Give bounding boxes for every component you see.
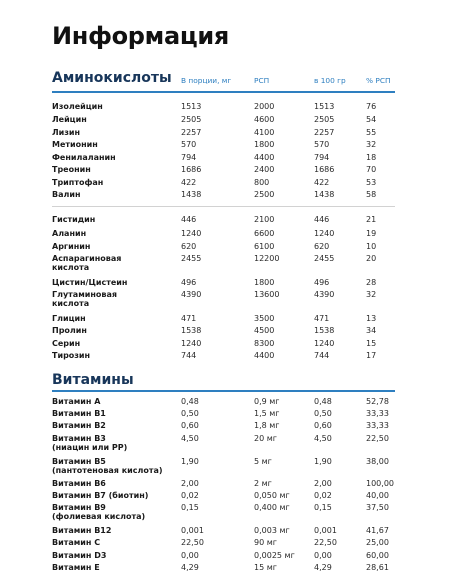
- value-cell: 570: [314, 140, 330, 149]
- value-cell: 6100: [254, 242, 275, 251]
- value-cell: 76: [366, 102, 377, 111]
- row-label-line: Витамин В2: [52, 421, 106, 430]
- row-label: [52, 421, 106, 430]
- value-cell: 4,29: [181, 563, 199, 572]
- value-cell: 0,00: [181, 551, 199, 560]
- row-label: [52, 397, 100, 406]
- row-label-line: Треонин: [52, 165, 91, 174]
- row-label-line: Цистин/Цистеин: [52, 278, 128, 287]
- row-label-line: Гистидин: [52, 215, 96, 224]
- row-label-line: (пантотеновая кислота): [52, 466, 163, 475]
- row-label: [52, 242, 90, 251]
- value-cell: 0,0025 мг: [254, 551, 295, 560]
- row-label: [52, 503, 145, 521]
- value-cell: 800: [254, 178, 270, 187]
- row-label-line: Лейцин: [52, 115, 87, 124]
- value-cell: 1240: [181, 339, 202, 348]
- value-cell: 620: [314, 242, 330, 251]
- amino-section-title: Аминокислоты: [52, 70, 172, 86]
- row-label-line: Метионин: [52, 140, 98, 149]
- row-label-line: Витамин Е: [52, 563, 100, 572]
- value-cell: 4100: [254, 128, 275, 137]
- value-cell: 5 мг: [254, 457, 272, 466]
- value-cell: 794: [181, 153, 197, 162]
- value-cell: 34: [366, 326, 377, 335]
- value-cell: 0,001: [314, 526, 337, 535]
- row-label-line: Фенилаланин: [52, 153, 116, 162]
- value-cell: 20 мг: [254, 434, 277, 443]
- value-cell: 0,050 мг: [254, 491, 290, 500]
- row-label: [52, 165, 91, 174]
- value-cell: 2505: [181, 115, 202, 124]
- value-cell: 744: [314, 351, 330, 360]
- row-label-line: Аланин: [52, 229, 87, 238]
- value-cell: 2100: [254, 215, 275, 224]
- group-divider: [52, 206, 395, 207]
- value-cell: 1,90: [314, 457, 332, 466]
- row-label-line: Витамин В12: [52, 526, 112, 535]
- value-cell: 446: [181, 215, 197, 224]
- row-label: [52, 314, 86, 323]
- value-cell: 2000: [254, 102, 275, 111]
- value-cell: 40,00: [366, 491, 389, 500]
- value-cell: 4,29: [314, 563, 332, 572]
- row-label: [52, 254, 121, 272]
- column-header-portion: В порции, мг: [181, 76, 232, 85]
- row-label: [52, 479, 106, 488]
- value-cell: 1240: [314, 339, 335, 348]
- value-cell: 2500: [254, 190, 275, 199]
- row-label: [52, 538, 100, 547]
- row-label-line: Изолейцин: [52, 102, 103, 111]
- row-label-line: Витамин В9: [52, 503, 106, 512]
- value-cell: 2,00: [314, 479, 332, 488]
- value-cell: 17: [366, 351, 377, 360]
- row-label-line: Аспарагиновая: [52, 254, 122, 263]
- row-label-line: Тирозин: [52, 351, 91, 360]
- value-cell: 422: [314, 178, 330, 187]
- row-label-line: кислота: [52, 299, 90, 308]
- row-label: [52, 491, 148, 500]
- value-cell: 2,00: [181, 479, 199, 488]
- value-cell: 21: [366, 215, 377, 224]
- value-cell: 55: [366, 128, 377, 137]
- row-label-line: Витамин В6: [52, 479, 106, 488]
- value-cell: 4500: [254, 326, 275, 335]
- value-cell: 1,8 мг: [254, 421, 280, 430]
- value-cell: 1438: [181, 190, 202, 199]
- value-cell: 22,50: [366, 434, 389, 443]
- row-label: [52, 278, 127, 287]
- value-cell: 1240: [181, 229, 202, 238]
- value-cell: 0,50: [314, 409, 332, 418]
- value-cell: 1240: [314, 229, 335, 238]
- row-label-line: Лизин: [52, 128, 81, 137]
- value-cell: 58: [366, 190, 377, 199]
- row-label-line: Витамин В7 (биотин): [52, 491, 149, 500]
- value-cell: 620: [181, 242, 197, 251]
- row-label-line: Витамин В3: [52, 434, 106, 443]
- row-label: [52, 551, 106, 560]
- row-label-line: Глутаминовая: [52, 290, 117, 299]
- value-cell: 471: [181, 314, 197, 323]
- value-cell: 32: [366, 290, 377, 299]
- row-label: [52, 409, 106, 418]
- value-cell: 0,003 мг: [254, 526, 290, 535]
- row-label: [52, 290, 117, 308]
- value-cell: 19: [366, 229, 377, 238]
- row-label: [52, 457, 163, 475]
- value-cell: 54: [366, 115, 377, 124]
- value-cell: 13: [366, 314, 377, 323]
- value-cell: 52,78: [366, 397, 389, 406]
- value-cell: 2400: [254, 165, 275, 174]
- value-cell: 8300: [254, 339, 275, 348]
- row-label-line: Валин: [52, 190, 81, 199]
- row-label: [52, 102, 103, 111]
- value-cell: 28,61: [366, 563, 389, 572]
- value-cell: 0,400 мг: [254, 503, 290, 512]
- row-label: [52, 326, 87, 335]
- page-title: Информация: [52, 22, 229, 50]
- row-label-line: кислота: [52, 263, 90, 272]
- column-header-percent-rsp: % РСП: [366, 76, 391, 85]
- row-label-line: Витамин С: [52, 538, 101, 547]
- value-cell: 1,5 мг: [254, 409, 280, 418]
- value-cell: 1686: [181, 165, 202, 174]
- row-label-line: Витамин В1: [52, 409, 106, 418]
- value-cell: 1800: [254, 140, 275, 149]
- value-cell: 0,15: [314, 503, 332, 512]
- row-label: [52, 140, 98, 149]
- value-cell: 2257: [314, 128, 335, 137]
- row-label: [52, 190, 81, 199]
- value-cell: 3500: [254, 314, 275, 323]
- value-cell: 471: [314, 314, 330, 323]
- row-label: [52, 229, 86, 238]
- value-cell: 1538: [181, 326, 202, 335]
- value-cell: 53: [366, 178, 377, 187]
- value-cell: 0,60: [314, 421, 332, 430]
- value-cell: 25,00: [366, 538, 389, 547]
- value-cell: 4,50: [181, 434, 199, 443]
- value-cell: 0,48: [314, 397, 332, 406]
- row-label-line: Триптофан: [52, 178, 104, 187]
- value-cell: 28: [366, 278, 377, 287]
- value-cell: 41,67: [366, 526, 389, 535]
- value-cell: 37,50: [366, 503, 389, 512]
- vitamins-section-title: Витамины: [52, 372, 134, 388]
- row-label-line: (ниацин или РР): [52, 443, 128, 452]
- row-label: [52, 563, 100, 572]
- row-label-line: Пролин: [52, 326, 87, 335]
- value-cell: 570: [181, 140, 197, 149]
- amino-header-rule: [52, 91, 395, 93]
- value-cell: 2505: [314, 115, 335, 124]
- value-cell: 2455: [181, 254, 202, 263]
- row-label: [52, 351, 90, 360]
- row-label: [52, 128, 80, 137]
- row-label: [52, 434, 127, 452]
- value-cell: 496: [181, 278, 197, 287]
- row-label: [52, 178, 103, 187]
- value-cell: 0,02: [314, 491, 332, 500]
- value-cell: 20: [366, 254, 377, 263]
- value-cell: 0,60: [181, 421, 199, 430]
- value-cell: 70: [366, 165, 377, 174]
- value-cell: 4390: [314, 290, 335, 299]
- value-cell: 0,9 мг: [254, 397, 280, 406]
- value-cell: 4,50: [314, 434, 332, 443]
- value-cell: 496: [314, 278, 330, 287]
- row-label-line: Глицин: [52, 314, 86, 323]
- value-cell: 22,50: [314, 538, 337, 547]
- row-label: [52, 115, 87, 124]
- value-cell: 12200: [254, 254, 280, 263]
- value-cell: 0,00: [314, 551, 332, 560]
- value-cell: 446: [314, 215, 330, 224]
- column-header-rsp: РСП: [254, 76, 270, 85]
- value-cell: 1800: [254, 278, 275, 287]
- row-label-line: Аргинин: [52, 242, 91, 251]
- value-cell: 6600: [254, 229, 275, 238]
- value-cell: 22,50: [181, 538, 204, 547]
- row-label-line: Витамин D3: [52, 551, 107, 560]
- value-cell: 1686: [314, 165, 335, 174]
- value-cell: 1,90: [181, 457, 199, 466]
- value-cell: 10: [366, 242, 377, 251]
- row-label-line: Витамин В5: [52, 457, 106, 466]
- row-label: [52, 153, 116, 162]
- value-cell: 18: [366, 153, 377, 162]
- value-cell: 4400: [254, 153, 275, 162]
- row-label: [52, 339, 80, 348]
- value-cell: 13600: [254, 290, 280, 299]
- value-cell: 422: [181, 178, 197, 187]
- value-cell: 33,33: [366, 409, 389, 418]
- value-cell: 2257: [181, 128, 202, 137]
- value-cell: 794: [314, 153, 330, 162]
- row-label: [52, 526, 111, 535]
- row-label-line: Серин: [52, 339, 81, 348]
- row-label-line: Витамин А: [52, 397, 101, 406]
- vitamins-header-rule: [52, 390, 395, 392]
- value-cell: 15: [366, 339, 377, 348]
- value-cell: 60,00: [366, 551, 389, 560]
- value-cell: 15 мг: [254, 563, 277, 572]
- value-cell: 744: [181, 351, 197, 360]
- value-cell: 0,02: [181, 491, 199, 500]
- value-cell: 4400: [254, 351, 275, 360]
- value-cell: 1513: [314, 102, 335, 111]
- column-header-per-100g: в 100 гр: [314, 76, 346, 85]
- value-cell: 1513: [181, 102, 202, 111]
- value-cell: 0,15: [181, 503, 199, 512]
- value-cell: 4390: [181, 290, 202, 299]
- value-cell: 90 мг: [254, 538, 277, 547]
- row-label: [52, 215, 95, 224]
- value-cell: 2 мг: [254, 479, 272, 488]
- value-cell: 33,33: [366, 421, 389, 430]
- value-cell: 0,001: [181, 526, 204, 535]
- row-label-line: (фолиевая кислота): [52, 512, 146, 521]
- value-cell: 1538: [314, 326, 335, 335]
- value-cell: 32: [366, 140, 377, 149]
- value-cell: 100,00: [366, 479, 394, 488]
- value-cell: 0,48: [181, 397, 199, 406]
- value-cell: 1438: [314, 190, 335, 199]
- value-cell: 4600: [254, 115, 275, 124]
- value-cell: 2455: [314, 254, 335, 263]
- value-cell: 38,00: [366, 457, 389, 466]
- value-cell: 0,50: [181, 409, 199, 418]
